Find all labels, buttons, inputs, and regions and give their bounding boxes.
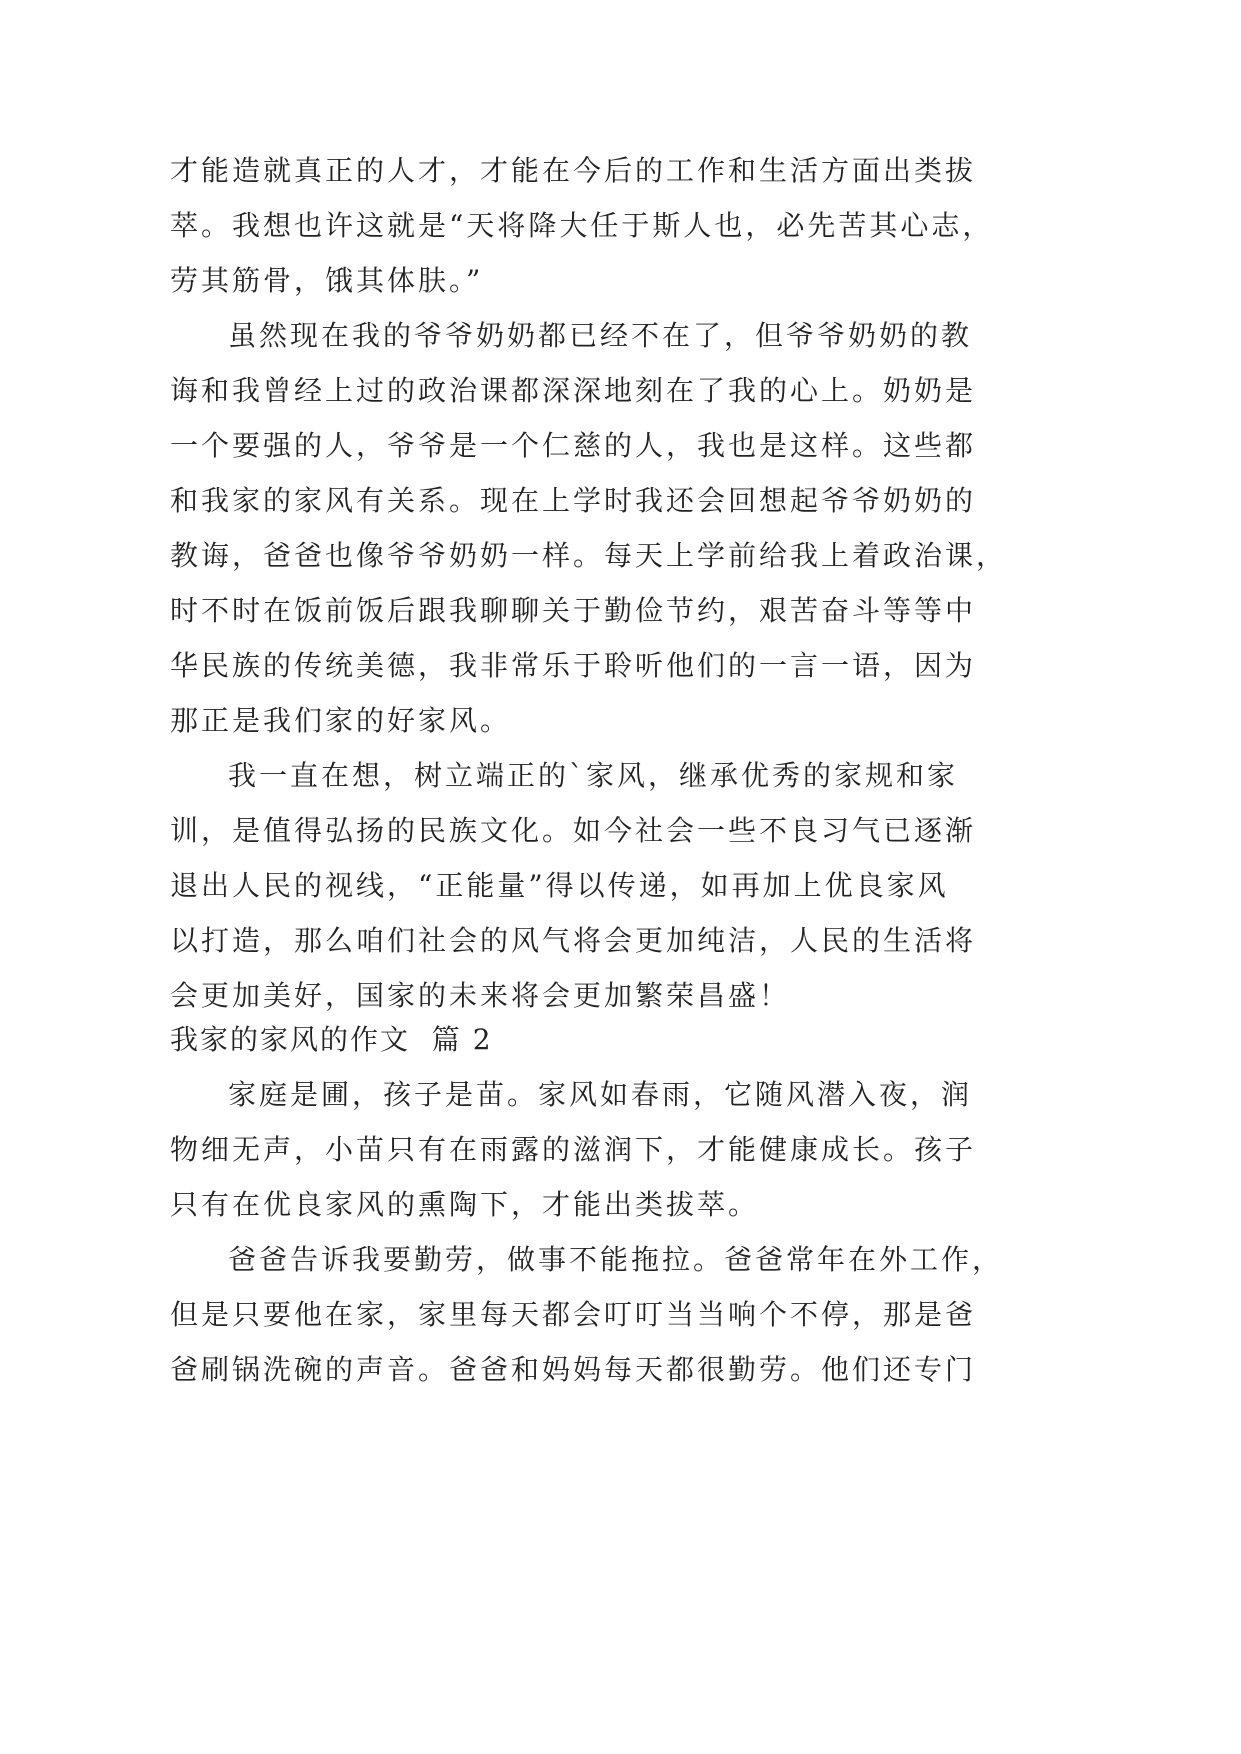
text-line: 家庭是圃，孩子是苗。家风如春雨，它随风潜入夜，润	[228, 1078, 973, 1111]
text-line: 会更加美好，国家的未来将会更加繁荣昌盛！	[170, 979, 791, 1012]
text-line: 华民族的传统美德，我非常乐于聆听他们的一言一语，因为	[170, 649, 977, 682]
text-line: 一个要强的人，爷爷是一个仁慈的人，我也是这样。这些都	[170, 429, 977, 462]
text-line: 爸刷锅洗碗的声音。爸爸和妈妈每天都很勤劳。他们还专门	[170, 1353, 977, 1386]
text-line: 和我家的家风有关系。现在上学时我还会回想起爷爷奶奶的	[170, 484, 977, 517]
text-line: 才能造就真正的人才，才能在今后的工作和生活方面出类拔	[170, 154, 977, 187]
text-line: 教诲，爸爸也像爷爷奶奶一样。每天上学前给我上着政治课，	[170, 539, 1008, 572]
text-line: 诲和我曾经上过的政治课都深深地刻在了我的心上。奶奶是	[170, 374, 977, 407]
essay-section-1	[170, 143, 1008, 1023]
text-line: 虽然现在我的爷爷奶奶都已经不在了，但爷爷奶奶的教	[228, 319, 973, 352]
text-line: 劳其筋骨，饿其体肤。”	[170, 264, 484, 297]
text-line: 但是只要他在家，家里每天都会叮叮当当响个不停，那是爸	[170, 1298, 977, 1331]
text-line: 那正是我们家的好家风。	[170, 704, 512, 737]
text-line: 我一直在想，树立端正的`家风，继承优秀的家规和家	[228, 759, 959, 792]
text-line: 爸爸告诉我要勤劳，做事不能拖拉。爸爸常年在外工作，	[228, 1243, 1004, 1276]
text-line: 以打造，那么咱们社会的风气将会更加纯洁，人民的生活将	[170, 924, 977, 957]
text-line: 时不时在饭前饭后跟我聊聊关于勤俭节约，艰苦奋斗等等中	[170, 594, 977, 627]
text-line: 退出人民的视线，“正能量”得以传递，如再加上优良家风	[170, 869, 949, 902]
essay-section-2	[170, 1067, 1004, 1397]
text-line: 萃。我想也许这就是“天将降大任于斯人也，必先苦其心志，	[170, 209, 994, 242]
text-line: 只有在优良家风的熏陶下，才能出类拔萃。	[170, 1188, 760, 1221]
text-line: 物细无声，小苗只有在雨露的滋润下，才能健康成长。孩子	[170, 1133, 977, 1166]
text-line: 训，是值得弘扬的民族文化。如今社会一些不良习气已逐渐	[170, 814, 977, 847]
section-heading: 我家的家风的作文 篇 2	[170, 1023, 493, 1056]
